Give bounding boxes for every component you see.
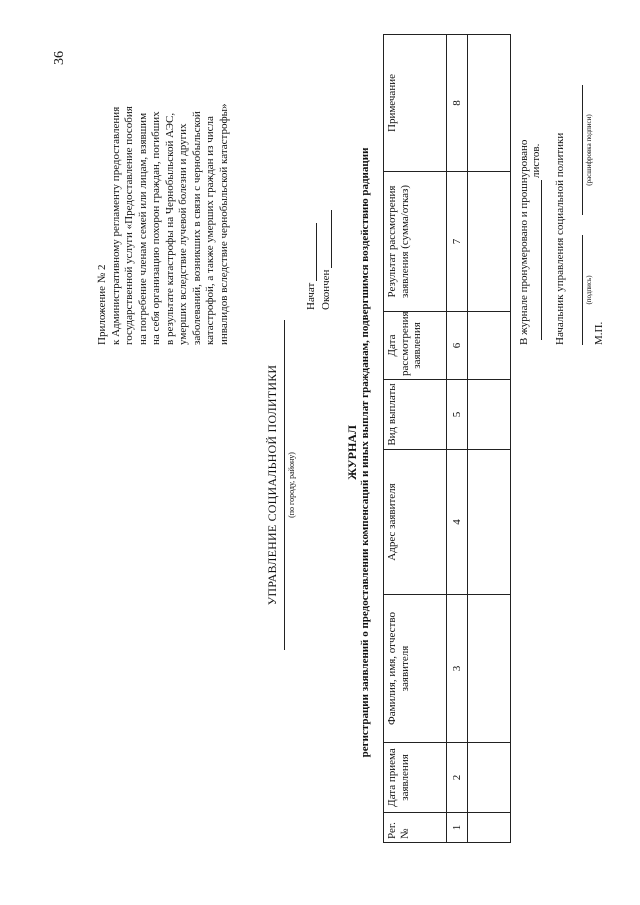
column-number: 7 xyxy=(447,172,468,312)
signature-line xyxy=(582,235,583,345)
head-of-department-title: Начальник управления социальной политики xyxy=(554,132,566,345)
column-number: 8 xyxy=(447,35,468,172)
registration-table xyxy=(383,34,511,843)
decoding-line xyxy=(582,85,583,215)
table-empty-row xyxy=(468,35,511,843)
signature-hint: (подпись) xyxy=(585,275,593,305)
department-header xyxy=(265,320,296,650)
header-review-result: Результат рассмотрения заявления (сумма/отказ) xyxy=(384,172,447,312)
numbered-note xyxy=(518,140,530,345)
started-field xyxy=(305,223,317,310)
column-number: 3 xyxy=(447,595,468,743)
table-cell xyxy=(468,312,511,380)
started-fill-line xyxy=(306,223,317,281)
numbered-text: В журнале пронумеровано и прошнуровано xyxy=(518,139,530,345)
column-number: 5 xyxy=(447,380,468,450)
header-review-date: Дата рассмотрения заявления xyxy=(384,312,447,380)
header-applicant-name: Фамилия, имя, отчество заявителя xyxy=(384,595,447,743)
finished-label: Окончен xyxy=(320,269,332,310)
header-applicant-address: Адрес заявителя xyxy=(384,450,447,595)
sheets-fill-line xyxy=(531,180,542,340)
sheets-count-field xyxy=(530,144,542,340)
decoding-hint: (расшифровка подписи) xyxy=(585,114,593,186)
started-label: Начат xyxy=(305,282,317,310)
table-cell xyxy=(468,813,511,843)
column-number: 1 xyxy=(447,813,468,843)
department-name: УПРАВЛЕНИЕ СОЦИАЛЬНОЙ ПОЛИТИКИ xyxy=(265,364,279,606)
column-number: 2 xyxy=(447,743,468,813)
finished-field xyxy=(320,210,332,310)
journal-title: ЖУРНАЛ xyxy=(345,425,359,480)
table-header-row xyxy=(384,35,447,843)
header-reg-number: Рег. № xyxy=(384,813,447,843)
department-fill-line xyxy=(284,320,285,650)
table-cell xyxy=(468,35,511,172)
column-number: 4 xyxy=(447,450,468,595)
table-cell xyxy=(468,450,511,595)
stamp-label: М.П. xyxy=(593,321,605,345)
journal-subtitle: регистрации заявлений о предоставлении компенсаций и иных выплат гражданам, подвергшимся воздействию радиации xyxy=(359,147,371,758)
table-cell xyxy=(468,743,511,813)
table-numbering-row xyxy=(447,35,468,843)
header-receipt-date: Дата приема заявления xyxy=(384,743,447,813)
department-hint: (по городу, району) xyxy=(287,452,296,518)
table-cell xyxy=(468,172,511,312)
page-number: 36 xyxy=(52,51,67,65)
appendix-reference: Приложение № 2 к Административному регламенту предоставления государственной услуги «Предоставление пособия на погребение членам семей или лицам, взявшим на себя организацию похорон граждан, погибших в результате катастрофы на Чернобыльской АЭС, умерших вследствие лучевой болезни и других заболеваний, возникших в связи с чернобыльской катастрофой, а также умерших граждан из числа инвалидов вследствие чернобыльской катастрофы» xyxy=(96,103,230,345)
sheets-label: листов. xyxy=(530,143,542,178)
finished-fill-line xyxy=(321,210,332,268)
table-cell xyxy=(468,380,511,450)
table-cell xyxy=(468,595,511,743)
column-number: 6 xyxy=(447,312,468,380)
header-note: Примечание xyxy=(384,35,447,172)
header-payment-type: Вид выплаты xyxy=(384,380,447,450)
